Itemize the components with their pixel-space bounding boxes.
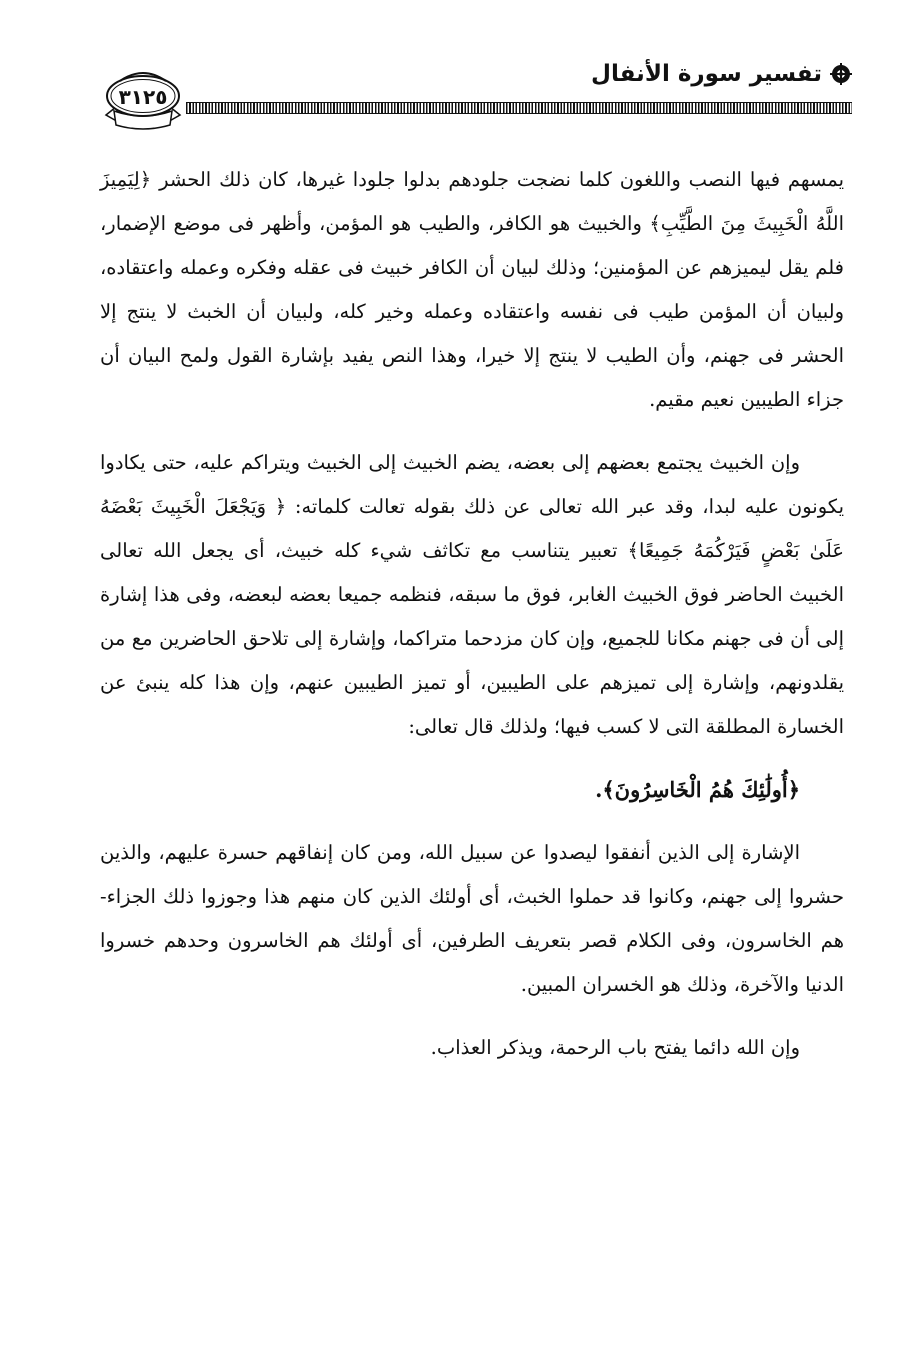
paragraph-3: الإشارة إلى الذين أنفقوا ليصدوا عن سبيل الله، ومن كان إنفاقهم حسرة عليهم، والذين حشروا إلى جهنم، وكانوا قد حملوا الخبث، أى أولئك الذين كان منهم هذا وجوزوا ذلك الجزاء- هم الخاسرون، وفى الكلام قصر بتعريف الطرفين، أى أولئك هم الخاسرون وحدهم خسروا الدنيا والآخرة، وذلك هو الخسران المبين. (100, 841, 844, 996)
page-number-badge (100, 63, 186, 135)
page-number: ٣١٢٥ (118, 85, 168, 109)
page-header (100, 55, 852, 135)
paragraph-1: يمسهم فيها النصب واللغون كلما نضجت جلودهم بدلوا جلودا غيرها، كان ذلك الحشر ﴿لِيَمِيزَ اللَّهُ الْخَبِيثَ مِنَ الطَّيِّبِ﴾ والخبيث هو الكافر، والطيب هو المؤمن، وأظهر فى موضع الإضمار، فلم يقل ليميزهم عن المؤمنين؛ وذلك لبيان أن الكافر خبيث فى عقله وفكره وعمله واعتقاده، ولبيان أن المؤمن طيب فى نفسه واعتقاده وعمله وخير كله، ولبيان أن الخبث لا ينتج إلا الحشر فى جهنم، وأن الطيب لا ينتج إلا خيرا، وهذا النص يفيد بإشارة القول ولمح البيان أن جزاء الطيبين نعيم مقيم. (100, 168, 844, 411)
main-text (100, 158, 844, 1070)
quran-verse: ﴿أُولَٰئِكَ هُمُ الْخَاسِرُونَ﴾. (595, 777, 800, 802)
running-title-text: تفسير سورة الأنفال (591, 61, 822, 87)
paragraph-2: وإن الخبيث يجتمع بعضهم إلى بعضه، يضم الخبيث إلى الخبيث ويتراكم عليه، حتى يكادوا يكونون عليه لبدا، وقد عبر الله تعالى عن ذلك بقوله تعالت كلماته: ﴿ وَيَجْعَلَ الْخَبِيثَ بَعْضَهُ عَلَىٰ بَعْضٍ فَيَرْكُمَهُ جَمِيعًا﴾ تعبير يتناسب مع تكاثف شيء كله خبيث، أى يجعل الله تعالى الخبيث الحاضر فوق الخبيث الغابر، فوق ما سبقه، فنظمه جميعا بعضه لبعضه، وفى هذا إشارة إلى أن فى جهنم مكانا للجميع، وإن كان مزدحما متراكما، وإشارة إلى تلاحق الحاضرين مع من يقلدونهم، وإشارة إلى تميزهم على الطيبين، أو تميز الطيبين عنهم، وإن هذا كله ينبئ عن الخسارة المطلقة التى لا كسب فيها؛ ولذلك قال تعالى: (100, 451, 845, 738)
ornament-icon (830, 63, 852, 85)
running-title (591, 59, 852, 89)
header-rule (186, 102, 852, 114)
paragraph-4: وإن الله دائما يفتح باب الرحمة، ويذكر العذاب. (430, 1036, 800, 1059)
